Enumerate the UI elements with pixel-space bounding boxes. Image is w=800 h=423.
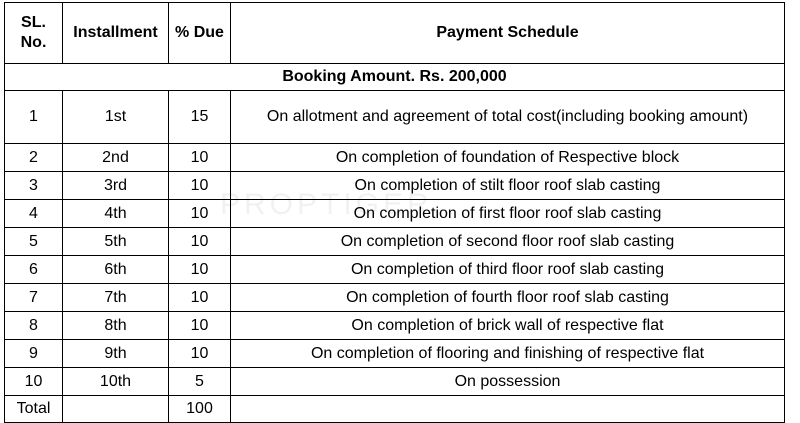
watermark: PROPTIGER (220, 188, 433, 221)
sl-no-cell: 1 (5, 91, 63, 144)
percent-due-cell: 10 (169, 144, 231, 172)
payment-schedule-cell: On completion of third floor roof slab casting (231, 256, 785, 284)
payment-schedule-cell: On completion of first floor roof slab casting (231, 200, 785, 228)
installment-cell: 1st (63, 91, 169, 144)
percent-due-cell: 10 (169, 340, 231, 368)
installment-cell: 2nd (63, 144, 169, 172)
payment-schedule-cell: On completion of flooring and finishing of respective flat (231, 340, 785, 368)
table-row (5, 284, 785, 312)
payment-schedule-cell: On completion of second floor roof slab casting (231, 228, 785, 256)
table-row (5, 256, 785, 284)
table-row (5, 200, 785, 228)
installment-cell: 9th (63, 340, 169, 368)
sl-no-cell: 9 (5, 340, 63, 368)
percent-due-cell: 10 (169, 200, 231, 228)
booking-amount-row (5, 64, 785, 91)
sl-no-cell: 7 (5, 284, 63, 312)
sl-no-cell: 8 (5, 312, 63, 340)
percent-due-cell: 10 (169, 312, 231, 340)
table-row (5, 172, 785, 200)
table-row (5, 368, 785, 396)
header-row (5, 3, 785, 64)
installment-cell: 8th (63, 312, 169, 340)
booking-amount: Booking Amount. Rs. 200,000 (5, 64, 785, 91)
installment-cell: 6th (63, 256, 169, 284)
payment-schedule-cell: On allotment and agreement of total cost(including booking amount) (231, 91, 785, 144)
total-empty-cell (63, 396, 169, 423)
header-installment: Installment (63, 3, 169, 64)
percent-due-cell: 15 (169, 91, 231, 144)
payment-schedule-cell: On completion of foundation of Respective block (231, 144, 785, 172)
payment-schedule-cell: On possession (231, 368, 785, 396)
sl-no-cell: 10 (5, 368, 63, 396)
sl-no-cell: 2 (5, 144, 63, 172)
total-percent-due: 100 (169, 396, 231, 423)
percent-due-cell: 10 (169, 228, 231, 256)
header-percent-due: % Due (169, 3, 231, 64)
percent-due-cell: 10 (169, 284, 231, 312)
table-row (5, 144, 785, 172)
total-label: Total (5, 396, 63, 423)
sl-no-cell: 4 (5, 200, 63, 228)
percent-due-cell: 5 (169, 368, 231, 396)
table-row (5, 340, 785, 368)
header-payment-schedule: Payment Schedule (231, 3, 785, 64)
sl-no-cell: 3 (5, 172, 63, 200)
table-row (5, 91, 785, 144)
payment-schedule-cell: On completion of fourth floor roof slab casting (231, 284, 785, 312)
payment-schedule-cell: On completion of brick wall of respective flat (231, 312, 785, 340)
total-empty-cell (231, 396, 785, 423)
installment-cell: 7th (63, 284, 169, 312)
table-row (5, 228, 785, 256)
sl-no-cell: 5 (5, 228, 63, 256)
installment-cell: 10th (63, 368, 169, 396)
sl-no-cell: 6 (5, 256, 63, 284)
installment-cell: 4th (63, 200, 169, 228)
total-row (5, 396, 785, 423)
table-row (5, 312, 785, 340)
payment-schedule-table (4, 2, 785, 423)
percent-due-cell: 10 (169, 256, 231, 284)
installment-cell: 5th (63, 228, 169, 256)
payment-schedule-cell: On completion of stilt floor roof slab casting (231, 172, 785, 200)
installment-cell: 3rd (63, 172, 169, 200)
header-sl-no: SL. No. (5, 3, 63, 64)
percent-due-cell: 10 (169, 172, 231, 200)
